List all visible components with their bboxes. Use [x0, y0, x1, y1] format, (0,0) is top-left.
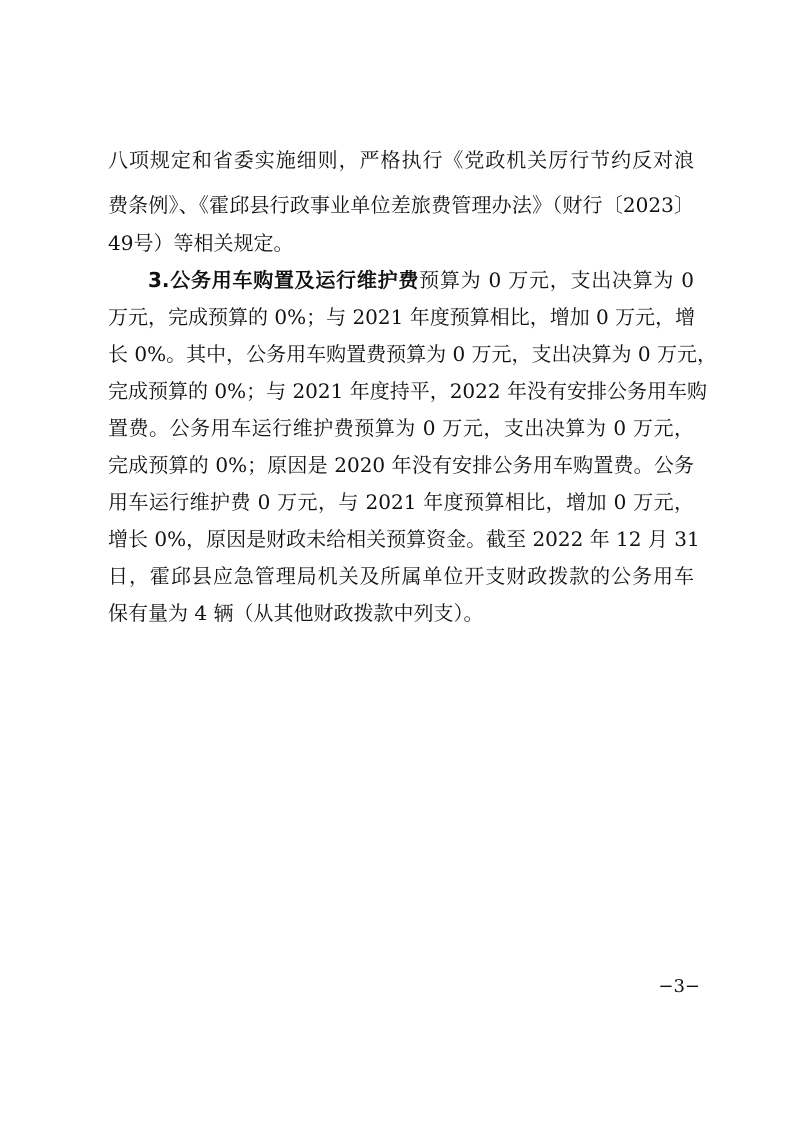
section-heading-official-vehicles: 3.公务用车购置及运行维护费: [148, 268, 420, 292]
paragraph-2-line-4: 完成预算的 0%；与 2021 年度持平，2022 年没有安排公务用车购: [108, 379, 707, 403]
paragraph-2-line-2: 万元，完成预算的 0%；与 2021 年度预算相比，增加 0 万元，增: [108, 305, 696, 329]
paragraph-2-line-1-text: 预算为 0 万元，支出决算为 0: [419, 268, 694, 292]
paragraph-2-line-3: 长 0%。其中，公务用车购置费预算为 0 万元，支出决算为 0 万元，: [108, 342, 717, 366]
paragraph-2-line-10: 保有量为 4 辆（从其他财政拨款中列支）。: [108, 601, 484, 625]
paragraph-1-line-3: 49号）等相关规定。: [108, 231, 294, 255]
paragraph-1-line-1: 八项规定和省委实施细则，严格执行《党政机关厉行节约反对浪: [108, 148, 694, 172]
paragraph-2-line-6: 完成预算的 0%；原因是 2020 年没有安排公务用车购置费。公务: [108, 453, 694, 477]
paragraph-2-line-8: 增长 0%，原因是财政未给相关预算资金。截至 2022 年 12 月 31: [108, 527, 700, 551]
paragraph-1-line-2: 费条例》、《霍邱县行政事业单位差旅费管理办法》（财行〔2023〕: [108, 193, 694, 217]
paragraph-2-line-1: [148, 265, 694, 295]
paragraph-2-line-5: 置费。公务用车运行维护费预算为 0 万元，支出决算为 0 万元，: [108, 416, 694, 440]
page-number: −3−: [658, 976, 700, 997]
paragraph-2-line-9: 日，霍邱县应急管理局机关及所属单位开支财政拨款的公务用车: [108, 564, 694, 588]
paragraph-2-line-7: 用车运行维护费 0 万元，与 2021 年度预算相比，增加 0 万元，: [108, 490, 694, 514]
